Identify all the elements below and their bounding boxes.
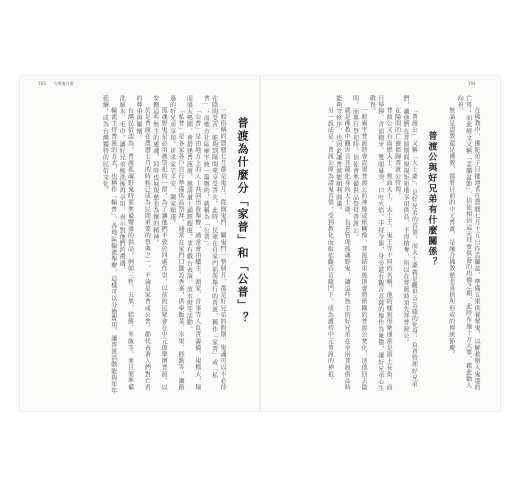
right-paragraph-8: 另一說法是，普渡公原為諸鬼首領，受到教化而皈依觀音菩薩門下，成為護持中元普渡的神祇。 bbox=[326, 107, 334, 385]
left-page bbox=[38, 95, 250, 395]
right-paragraph-5: 普渡公又有面燃大士、焦面大士、大士王、鬼王等不同的名稱，他的樣貌形象通常是頭上長角、面目猙獰、青面獠牙、雙眼暴突、口吐火焰，手持令旗，身旁還有觀音菩薩的像作為象徵，讓好兄弟心生敬畏。 bbox=[368, 95, 393, 392]
right-paragraph-7: 就是佛教中觀世音菩薩化身的大士爺，負責管理孤魂野鬼，讓這些無主的好兄弟在享用普渡供品時能夠守秩序，也因此讓普渡能順利圓滿。 bbox=[334, 95, 351, 391]
right-paragraph-3: 「普渡公」又稱「大士爺」，是好兄弟的首領，而大士爺就是觀世音菩薩的化身，負責管理好兄弟們，讓他們在普渡期間規規矩矩地享用供品，不得搶奪，所以在普渡時須先拜普渡公。 bbox=[401, 95, 418, 388]
right-page bbox=[272, 95, 480, 395]
left-section-heading: 普渡為什麼分「家普」和「公普」？ bbox=[236, 117, 249, 325]
left-paragraph-2: 「公普」是由地方上的人士共同出資舉辦，通常會由爐主、頭家、首事等人負責籌備，規模大，場面盛大熱鬧，會搭建普渡壇，邀請道士誦經超度，並有戲台表演、放水燈等活動。 bbox=[185, 95, 201, 391]
left-page-header bbox=[38, 81, 74, 87]
left-paragraph-4: 孤魂野鬼是必須被祭祀的一群，為了讓他們不致於四處作祟，以前的民眾會在中元節舉辦普渡，以安撫這些無主的靈魂，同時也展現慈悲為懷的精神。 bbox=[151, 95, 168, 391]
left-paragraph-7: 輪流主持普渡的方式，也稱作「輪普」，各地區輪流舉辦，這樣可以分擔費用，讓普渡活動能夠年年延續，成為台灣獨特的民俗文化。 bbox=[101, 95, 117, 395]
right-page-number: 194 bbox=[468, 81, 476, 86]
right-paragraph-4: 在陽間的亡靈都歸普渡公管理。 bbox=[393, 107, 401, 200]
right-section-heading: 普渡公與好兄弟有什麼關係？ bbox=[426, 131, 437, 268]
book-gutter bbox=[259, 76, 261, 411]
left-paragraph-1: 一般俗稱的農曆七月都是鬼月，從開鬼門、關鬼門一整個月，都是好兄弟的假期，鬼魂可以不必待在陰間受苦，能夠到陽間來享受香火。此時，民眾在自家門前所舉行的普渡，稱作「家普」或「私普」；而地方社區廟宇統一籌辦的，就稱為「公普」。 bbox=[202, 95, 226, 391]
right-paragraph-2: 無論是道教還是佛教，都將目前的中元普渡，是融合佛教慈悲喜捨所形成的傳統節慶。 bbox=[447, 107, 455, 358]
right-paragraph-6: 一般廟宇普渡時會設置普渡公的神像或紙糊像，普渡結束後則會將紙糊的普渡公焚化，送他回去陰間，而舉行祭祀時，信徒會準備供品祭拜普渡公。 bbox=[351, 95, 367, 391]
left-paragraph-6: 台灣民俗認為，普渡孤魂野鬼時要準備豐盛的供品，例如三牲、五果、糕餅、米飯等，並且要準備洗臉水、毛巾，讓好兄弟梳洗後再享用，表示對他們的禮遇。 bbox=[118, 95, 134, 391]
left-paragraph-3: 「私普」是各家各戶自行準備供品祭拜，通常在家門口擺設香案，供奉飯菜、水果、糕點等，讓路過的好兄弟享用，祈求家宅平安、闔家順遂。 bbox=[168, 95, 184, 391]
right-paragraph-1: 在佛教中，佛陀弟子目犍連者在農曆七月十五日作盂蘭盆，準備五果供養眾鬼，以解救墮入鬼道的亡母；而此經文又稱「盂蘭盆節」，信徒相信這天拜齋供養的功德之期，此時布施十方大眾，藉此勸人向善。 bbox=[456, 95, 480, 391]
right-page-header bbox=[468, 81, 476, 86]
book-title: 台灣鬼仔書 bbox=[53, 81, 74, 86]
left-paragraph-5: 於是普渡在農曆七月的時候已成為民間重要的祭典之一，不論是家普或公普，都代表著人們對亡者的尊重與關懷。 bbox=[134, 95, 151, 391]
left-page-number: 193 bbox=[38, 81, 46, 86]
